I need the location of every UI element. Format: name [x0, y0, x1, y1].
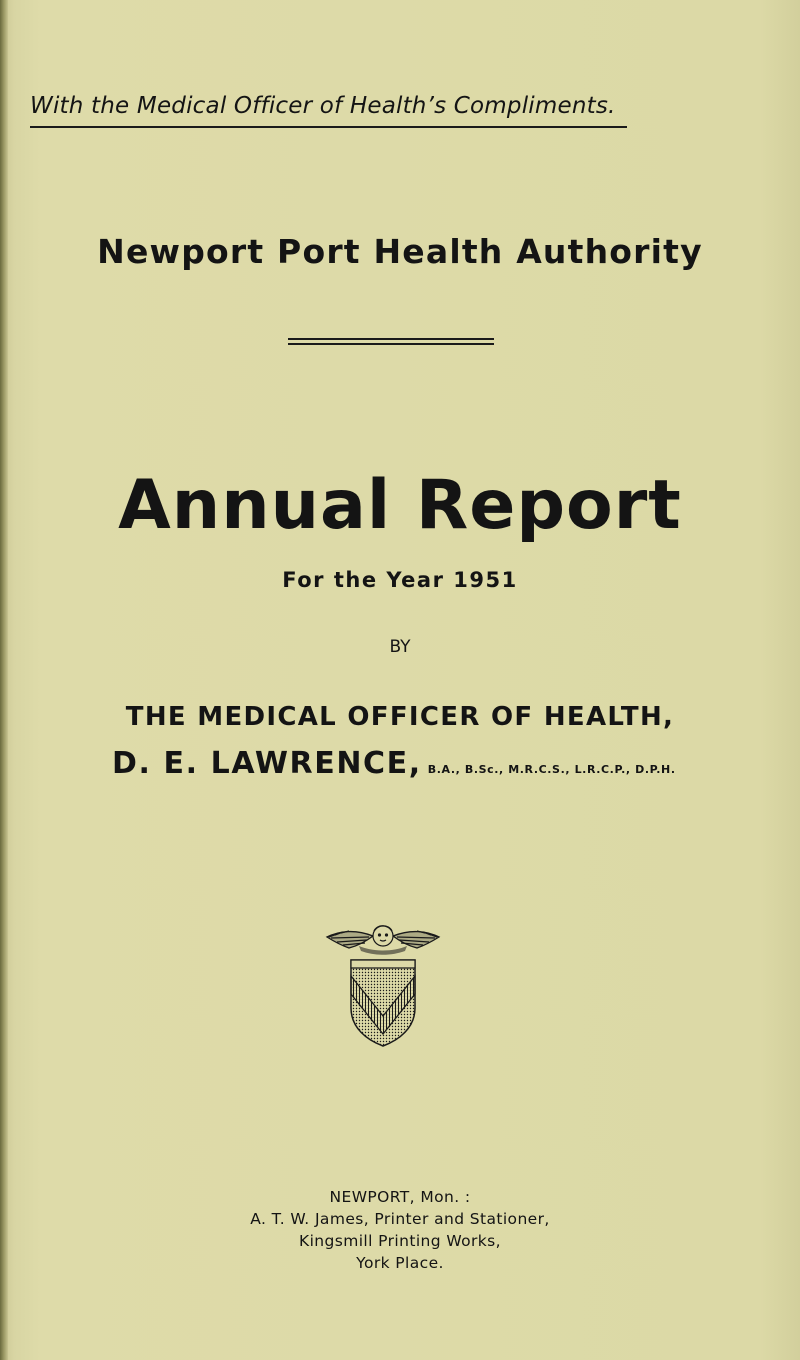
wing-band	[359, 946, 407, 955]
printer-imprint	[0, 1186, 800, 1274]
compliments-underline	[30, 126, 627, 128]
cherub-head	[373, 926, 393, 946]
right-wing	[393, 931, 439, 948]
imprint-line-3: Kingsmill Printing Works,	[299, 1232, 501, 1250]
shield	[351, 960, 415, 1046]
officer-name: D. E. LAWRENCE,	[112, 746, 422, 781]
imprint-line-2: A. T. W. James, Printer and Stationer,	[250, 1210, 550, 1228]
officer-title: THE MEDICAL OFFICER OF HEALTH,	[125, 702, 675, 732]
officer-qualifications: B.A., B.Sc., M.R.C.S., L.R.C.P., D.P.H.	[427, 763, 676, 776]
authority-heading: Newport Port Health Authority	[97, 232, 703, 271]
left-wing	[327, 931, 373, 948]
imprint-line-4: York Place.	[356, 1254, 444, 1272]
winged-cherub-shield-icon	[325, 920, 441, 1048]
binding-spine	[0, 0, 8, 1360]
by-label: BY	[389, 637, 411, 657]
double-rule-divider	[288, 338, 494, 345]
report-year: For the Year 1951	[282, 568, 518, 592]
report-title: Annual Report	[118, 466, 682, 545]
compliments-line: With the Medical Officer of Health’s Compliments.	[30, 93, 616, 119]
imprint-line-1: NEWPORT, Mon. :	[329, 1188, 471, 1206]
officer-name-line	[112, 746, 676, 781]
